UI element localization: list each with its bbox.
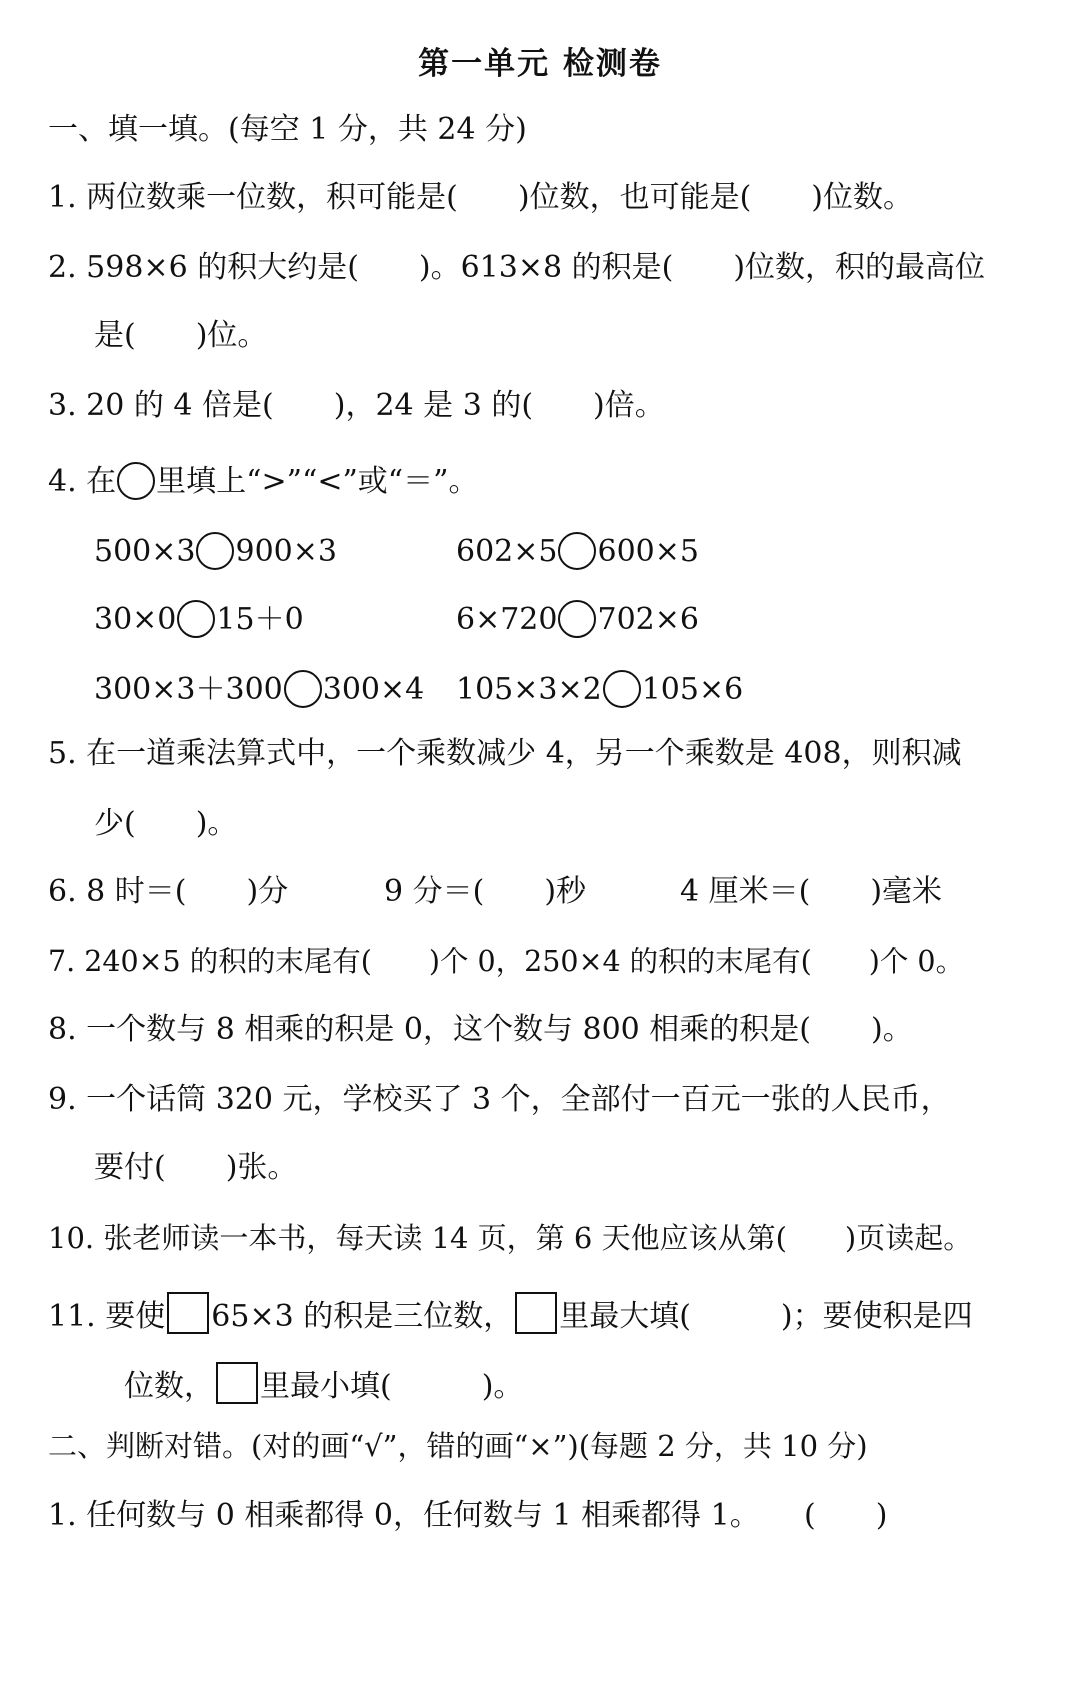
question-text-b: 里填上“>”“<”或“＝”。	[156, 464, 479, 499]
question-9-line2: 要付( )张。	[94, 1150, 298, 1185]
question-11-line2	[124, 1362, 523, 1407]
circle-blank[interactable]	[284, 670, 322, 708]
question-text: 一个话筒 320 元，学校买了 3 个，全部付一百元一张的人民币，	[86, 1082, 951, 1117]
question-text: 一个数与 8 相乘的积是 0，这个数与 800 相乘的积是( )。	[86, 1012, 913, 1047]
question-text-c: 里最大填( )；要使积是四	[559, 1299, 973, 1334]
compare-right: 105×6	[641, 672, 744, 707]
compare-left: 500×3	[94, 534, 196, 569]
answer-paren[interactable]: ( )	[804, 1498, 888, 1533]
circle-blank[interactable]	[603, 670, 641, 708]
circle-blank[interactable]	[558, 532, 596, 570]
compare-item-2	[456, 532, 699, 572]
compare-right: 15＋0	[216, 602, 304, 637]
question-10	[48, 1218, 972, 1258]
question-2-line2: 是( )位。	[94, 318, 268, 353]
question-number: 6.	[48, 874, 77, 909]
question-2-line1	[48, 248, 985, 288]
compare-item-5	[94, 670, 424, 710]
question-5-line2: 少( )。	[94, 806, 238, 841]
square-blank[interactable]	[216, 1362, 258, 1404]
question-8	[48, 1010, 913, 1050]
question-6-b: 9 分＝( )秒	[384, 874, 587, 909]
compare-right: 300×4	[322, 672, 425, 707]
question-5-line1	[48, 734, 962, 774]
judge-question-1	[48, 1496, 760, 1536]
question-text: 任何数与 0 相乘都得 0，任何数与 1 相乘都得 1。	[86, 1498, 760, 1533]
compare-left: 602×5	[456, 534, 558, 569]
question-text-b: 65×3 的积是三位数，	[211, 1299, 514, 1334]
question-number: 1.	[48, 1498, 77, 1533]
question-4	[48, 462, 478, 502]
question-text: 598×6 的积大约是( )。613×8 的积是( )位数，积的最高位	[86, 250, 986, 285]
circle-blank[interactable]	[558, 600, 596, 638]
question-number: 2.	[48, 250, 77, 285]
page-title: 第一单元 检测卷	[418, 46, 662, 82]
section1-heading: 一、填一填。(每空 1 分，共 24 分)	[48, 112, 527, 147]
circle-blank[interactable]	[196, 532, 234, 570]
circle-blank[interactable]	[177, 600, 215, 638]
compare-right: 702×6	[597, 602, 699, 637]
question-1	[48, 178, 913, 218]
question-number: 8.	[48, 1012, 77, 1047]
question-text: 240×5 的积的末尾有( )个 0，250×4 的积的末尾有( )个 0。	[84, 945, 965, 978]
question-text: 在一道乘法算式中，一个乘数减少 4，另一个乘数是 408，则积减	[86, 736, 962, 771]
question-number: 1.	[48, 180, 77, 215]
question-number: 10.	[48, 1221, 95, 1255]
section2-heading: 二、判断对错。(对的画“√”，错的画“×”)(每题 2 分，共 10 分)	[48, 1429, 868, 1463]
question-number: 5.	[48, 736, 77, 771]
question-11-line1	[48, 1292, 973, 1337]
question-text-a: 要使	[105, 1299, 166, 1334]
compare-item-6	[456, 670, 743, 710]
compare-left: 105×3×2	[456, 672, 602, 707]
question-number: 9.	[48, 1082, 77, 1117]
compare-left: 30×0	[94, 602, 177, 637]
question-6	[48, 872, 288, 912]
question-9-line1	[48, 1080, 951, 1120]
square-blank[interactable]	[515, 1292, 557, 1334]
question-6-c: 4 厘米＝( )毫米	[680, 874, 943, 909]
compare-item-3	[94, 600, 304, 640]
question-number: 11.	[48, 1299, 96, 1334]
compare-item-4	[456, 600, 699, 640]
question-text-a: 8 时＝( )分	[86, 874, 289, 909]
compare-left: 300×3＋300	[94, 672, 283, 707]
compare-left: 6×720	[456, 602, 558, 637]
square-blank[interactable]	[167, 1292, 209, 1334]
compare-right: 600×5	[597, 534, 699, 569]
question-text: 两位数乘一位数，积可能是( )位数，也可能是( )位数。	[86, 180, 913, 215]
question-text-a: 位数，	[124, 1369, 214, 1404]
circle-blank[interactable]	[117, 462, 155, 500]
question-text-a: 在	[86, 464, 117, 499]
question-number: 4.	[48, 464, 77, 499]
question-3	[48, 386, 665, 426]
question-7	[48, 942, 964, 982]
question-text-b: 里最小填( )。	[260, 1369, 524, 1404]
question-text: 张老师读一本书，每天读 14 页，第 6 天他应该从第( )页读起。	[103, 1221, 973, 1255]
question-number: 3.	[48, 388, 77, 423]
question-number: 7.	[48, 945, 76, 978]
compare-right: 900×3	[235, 534, 337, 569]
compare-item-1	[94, 532, 337, 572]
question-text: 20 的 4 倍是( )，24 是 3 的( )倍。	[86, 388, 665, 423]
